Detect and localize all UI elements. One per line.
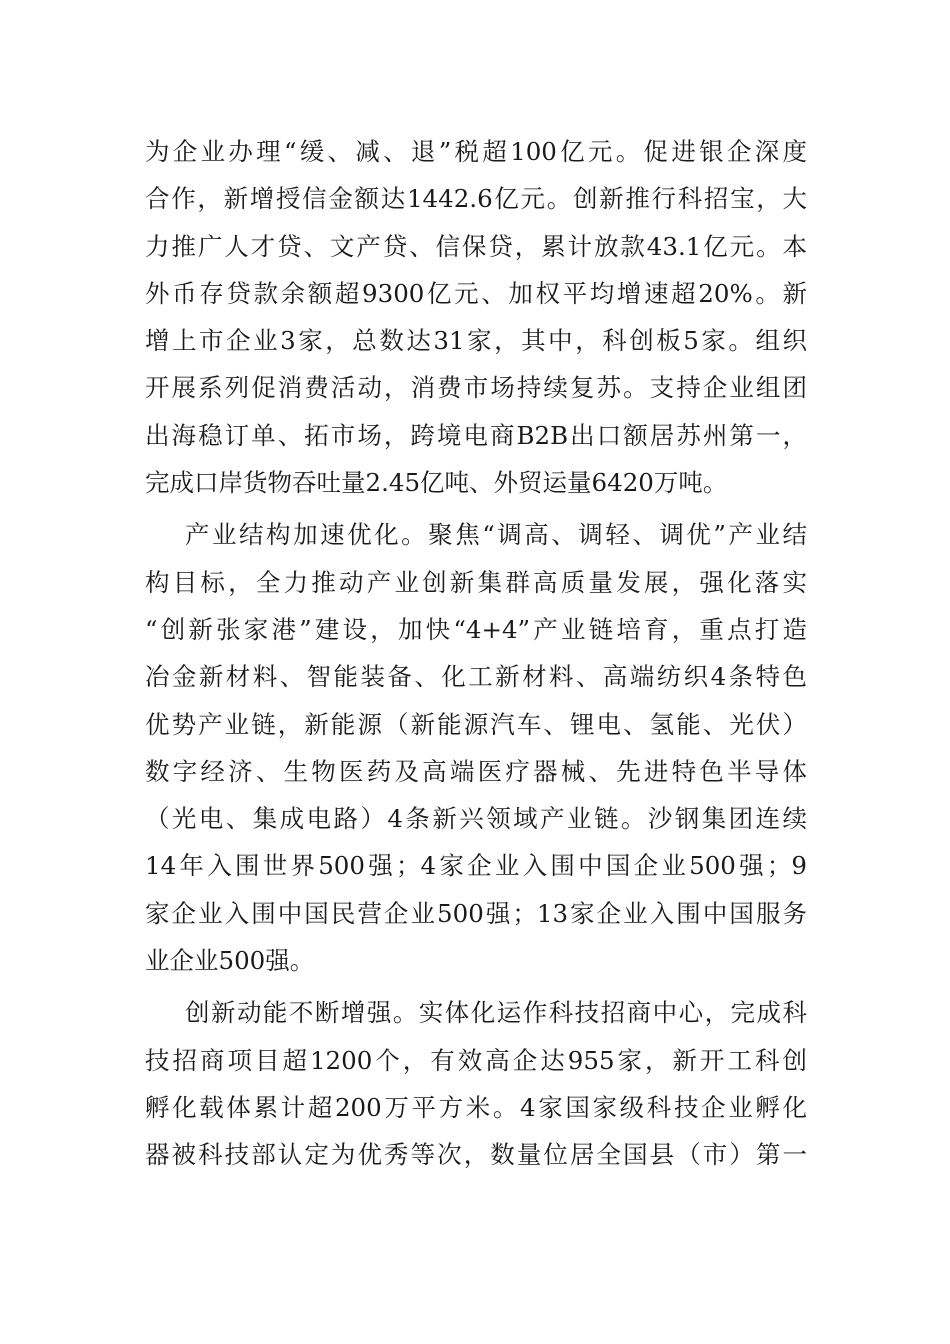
text-line: 产业结构加速优化。聚焦“调高、调轻、调优”产业结: [185, 520, 807, 550]
text-line: 创新动能不断增强。实体化运作科技招商中心，完成科: [185, 998, 807, 1028]
text-line: 技招商项目超1200个，有效高企达955家，新开工科创: [145, 1045, 807, 1075]
text-line: 冶金新材料、智能装备、化工新材料、高端纺织4条特色: [145, 662, 807, 692]
paragraph-finance-trade: [145, 128, 807, 506]
text-line: （光电、集成电路）4条新兴领域产业链。沙钢集团连续: [145, 804, 807, 834]
text-line: 开展系列促消费活动，消费市场持续复苏。支持企业组团: [145, 373, 807, 403]
text-line: 家企业入围中国民营企业500强；13家企业入围中国服务: [145, 898, 807, 928]
text-line: 为企业办理“缓、减、退”税超100亿元。促进银企深度: [145, 137, 807, 166]
text-line: “创新张家港”建设，加快“4+4”产业链培育，重点打造: [145, 614, 807, 644]
text-line: 器被科技部认定为优秀等次，数量位居全国县（市）第一: [145, 1140, 807, 1170]
text-line: 增上市企业3家，总数达31家，其中，科创板5家。组织: [145, 326, 807, 356]
paragraph-innovation: [145, 989, 807, 1178]
text-line: 优势产业链，新能源（新能源汽车、锂电、氢能、光伏）: [145, 709, 807, 739]
text-line: 业企业500强。: [145, 946, 315, 976]
text-line: 完成口岸货物吞吐量2.45亿吨、外贸运量6420万吨。: [145, 468, 728, 498]
text-line: 构目标，全力推动产业创新集群高质量发展，强化落实: [145, 567, 807, 597]
text-line: 合作，新增授信金额达1442.6亿元。创新推行科招宝，大: [145, 184, 807, 214]
text-line: 14年入围世界500强；4家企业入围中国企业500强；9: [145, 851, 807, 881]
paragraph-industry-structure: [145, 511, 807, 984]
text-line: 孵化载体累计超200万平方米。4家国家级科技企业孵化: [145, 1092, 807, 1122]
text-line: 力推广人才贷、文产贷、信保贷，累计放款43.1亿元。本: [145, 231, 807, 261]
text-line: 数字经济、生物医药及高端医疗器械、先进特色半导体: [145, 756, 807, 786]
text-line: 出海稳订单、拓市场，跨境电商B2B出口额居苏州第一，: [145, 420, 807, 450]
document-body: [145, 128, 807, 1179]
text-line: 外币存贷款余额超9300亿元、加权平均增速超20%。新: [145, 278, 807, 308]
